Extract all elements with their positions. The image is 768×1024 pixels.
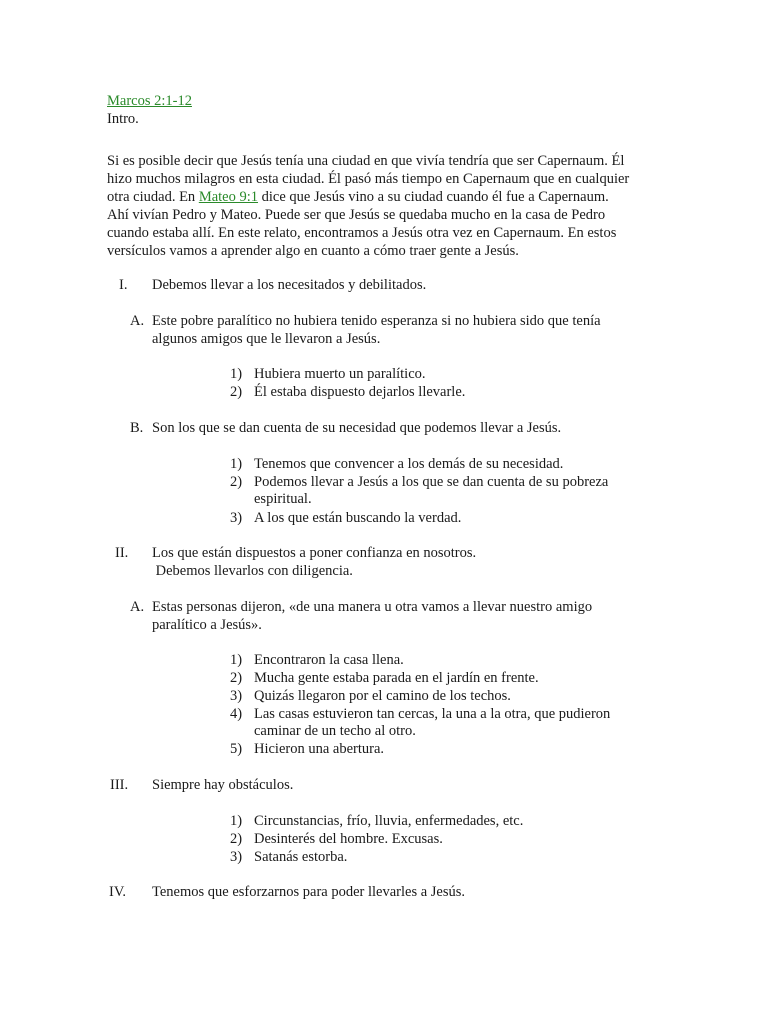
paragraph-line	[107, 188, 647, 206]
list-item: Encontraron la casa llena.	[254, 652, 404, 668]
outline-heading-i: Debemos llevar a los necesitados y debilitados.	[152, 277, 427, 293]
paragraph-line: Si es posible decir que Jesús tenía una ciudad en que vivía tendría que ser Capernaum. Él	[107, 153, 625, 169]
list-item-marker: 3)	[230, 510, 243, 526]
list-item: A los que están buscando la verdad.	[254, 510, 462, 526]
list-item-marker: 2)	[230, 474, 243, 490]
outline-heading-iv: Tenemos que esforzarnos para poder llevarles a Jesús.	[152, 884, 466, 900]
outline-text-ii-a: Estas personas dijeron, «de una manera u otra vamos a llevar nuestro amigo	[152, 599, 593, 615]
paragraph-line: versículos vamos a aprender algo en cuanto a cómo traer gente a Jesús.	[107, 243, 519, 259]
paragraph-text: dice que Jesús vino a su ciudad cuando él fue a Capernaum.	[258, 189, 609, 205]
list-item-marker: 2)	[230, 670, 243, 686]
outline-marker-iv: IV.	[109, 884, 127, 900]
mateo-reference-link[interactable]: Mateo 9:1	[198, 189, 259, 205]
list-item-marker: 3)	[230, 688, 243, 704]
list-item: Circunstancias, frío, lluvia, enfermedades, etc.	[254, 813, 524, 829]
list-item-marker: 2)	[230, 384, 243, 400]
outline-text-i-a-cont: algunos amigos que le llevaron a Jesús.	[152, 331, 381, 347]
outline-marker-ii: II.	[115, 545, 129, 561]
paragraph-text: otra ciudad. En	[107, 189, 199, 205]
outline-heading-ii-cont: Debemos llevarlos con diligencia.	[152, 563, 353, 579]
list-item-marker: 5)	[230, 741, 243, 757]
list-item-marker: 3)	[230, 849, 243, 865]
list-item: Él estaba dispuesto dejarlos llevarle.	[254, 384, 466, 400]
list-item: Satanás estorba.	[254, 849, 348, 865]
outline-marker-ii-a: A.	[130, 599, 145, 615]
list-item: Las casas estuvieron tan cercas, la una a la otra, que pudieron	[254, 706, 611, 722]
paragraph-line: Ahí vivían Pedro y Mateo. Puede ser que Jesús se quedaba mucho en la casa de Pedro	[107, 207, 606, 223]
intro-paragraph	[107, 152, 647, 260]
outline-marker-i: I.	[119, 277, 128, 293]
list-item-marker: 4)	[230, 706, 243, 722]
list-item: Tenemos que convencer a los demás de su necesidad.	[254, 456, 564, 472]
paragraph-line: hizo muchos milagros en esta ciudad. Él pasó más tiempo en Capernaum que en cualquier	[107, 171, 630, 187]
scripture-reference-link[interactable]: Marcos 2:1-12	[107, 93, 192, 109]
list-item-marker: 2)	[230, 831, 243, 847]
list-item-cont: caminar de un techo al otro.	[254, 723, 416, 739]
list-item-marker: 1)	[230, 813, 243, 829]
paragraph-line: cuando estaba allí. En este relato, encontramos a Jesús otra vez en Capernaum. En estos	[107, 225, 617, 241]
outline-text-i-a: Este pobre paralítico no hubiera tenido esperanza si no hubiera sido que tenía	[152, 313, 601, 329]
outline-text-ii-a-cont: paralítico a Jesús».	[152, 617, 262, 633]
list-item: Podemos llevar a Jesús a los que se dan cuenta de su pobreza	[254, 474, 609, 490]
list-item: Hicieron una abertura.	[254, 741, 385, 757]
list-item-marker: 1)	[230, 366, 243, 382]
list-item-cont: espiritual.	[254, 491, 312, 507]
outline-text-i-b: Son los que se dan cuenta de su necesidad que podemos llevar a Jesús.	[152, 420, 562, 436]
outline-marker-iii: III.	[110, 777, 129, 793]
list-item: Desinterés del hombre. Excusas.	[254, 831, 443, 847]
list-item-marker: 1)	[230, 456, 243, 472]
outline-heading-iii: Siempre hay obstáculos.	[152, 777, 294, 793]
list-item-marker: 1)	[230, 652, 243, 668]
outline-marker-i-b: B.	[130, 420, 144, 436]
list-item: Hubiera muerto un paralítico.	[254, 366, 426, 382]
intro-label: Intro.	[107, 111, 139, 127]
list-item: Mucha gente estaba parada en el jardín en frente.	[254, 670, 539, 686]
outline-marker-i-a: A.	[130, 313, 145, 329]
list-item: Quizás llegaron por el camino de los techos.	[254, 688, 511, 704]
outline-heading-ii: Los que están dispuestos a poner confianza en nosotros.	[152, 545, 477, 561]
